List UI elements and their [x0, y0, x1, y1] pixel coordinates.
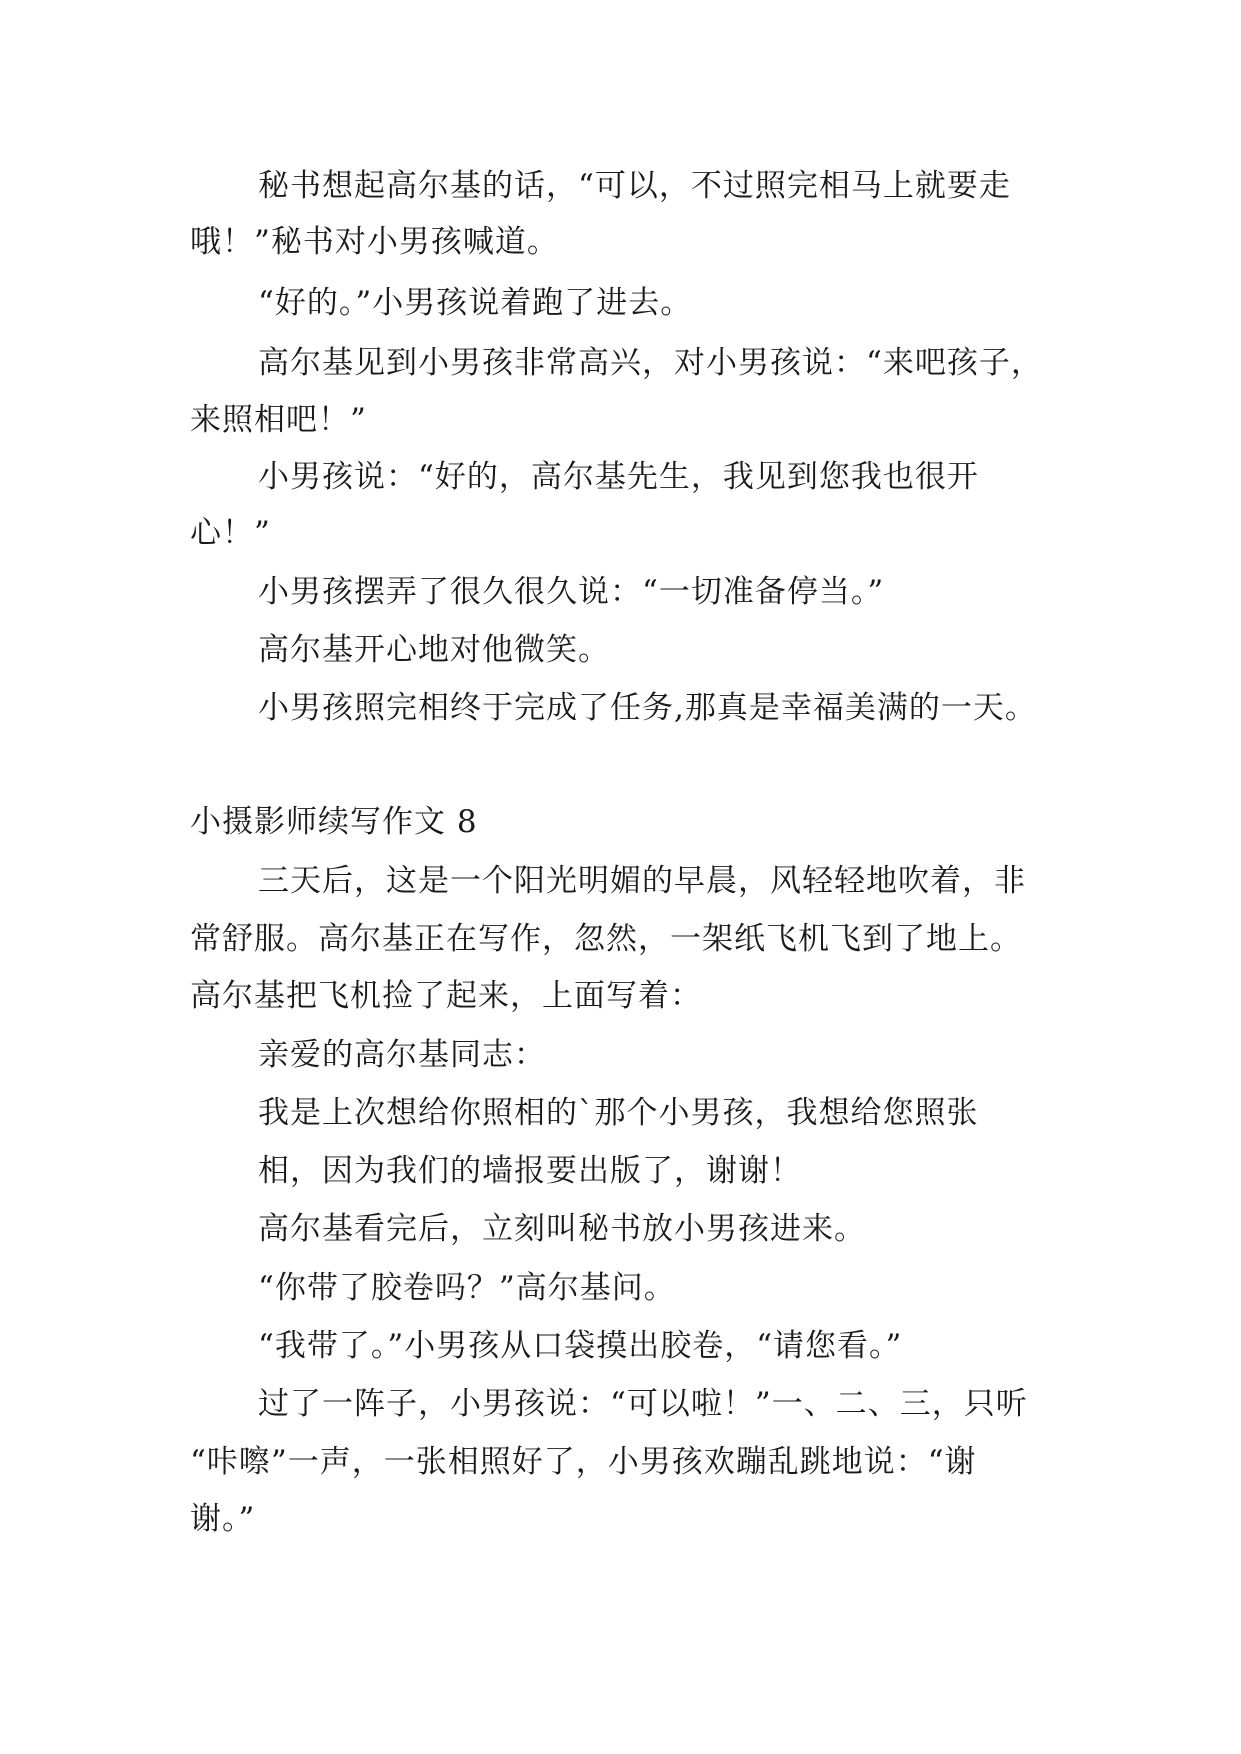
paragraph-line: 三天后，这是一个阳光明媚的早晨，风轻轻地吹着，非 [258, 863, 1026, 899]
paragraph-line: 小男孩摆弄了很久很久说：“一切准备停当。” [258, 574, 885, 610]
paragraph-line: 谢。” [190, 1501, 256, 1537]
paragraph-line: 高尔基开心地对他微笑。 [258, 632, 610, 668]
paragraph-line: 高尔基看完后，立刻叫秘书放小男孩进来。 [258, 1211, 866, 1247]
paragraph-line: “咔嚓”一声，一张相照好了，小男孩欢蹦乱跳地说：“谢 [190, 1444, 977, 1480]
paragraph-line: 我是上次想给你照相的`那个小男孩，我想给您照张 [258, 1095, 979, 1131]
paragraph-line: 哦！”秘书对小男孩喊道。 [190, 224, 559, 260]
paragraph-line: 来照相吧！” [190, 402, 367, 438]
paragraph-line: 秘书想起高尔基的话，“可以，不过照完相马上就要走 [258, 168, 1011, 204]
paragraph-line: 相，因为我们的墙报要出版了，谢谢！ [258, 1153, 802, 1189]
paragraph-line: 小男孩照完相终于完成了任务,那真是幸福美满的一天。 [258, 690, 1037, 726]
paragraph-line: 过了一阵子，小男孩说：“可以啦！”一、二、三，只听 [258, 1386, 1028, 1422]
paragraph-line: “你带了胶卷吗？”高尔基问。 [258, 1270, 676, 1306]
paragraph-line: 高尔基把飞机捡了起来，上面写着： [190, 978, 702, 1014]
paragraph-line: 小男孩说：“好的，高尔基先生，我见到您我也很开 [258, 459, 979, 495]
paragraph-line: 高尔基见到小男孩非常高兴，对小男孩说：“来吧孩子， [258, 345, 1043, 381]
paragraph-line: 常舒服。高尔基正在写作，忽然，一架纸飞机飞到了地上。 [190, 921, 1022, 957]
paragraph-line: 亲爱的高尔基同志： [258, 1037, 546, 1073]
paragraph-line: “好的。”小男孩说着跑了进去。 [258, 285, 693, 321]
paragraph-line: “我带了。”小男孩从口袋摸出胶卷，“请您看。” [258, 1328, 903, 1364]
paragraph-line: 心！” [190, 515, 271, 551]
section-heading: 小摄影师续写作文 8 [190, 804, 478, 840]
